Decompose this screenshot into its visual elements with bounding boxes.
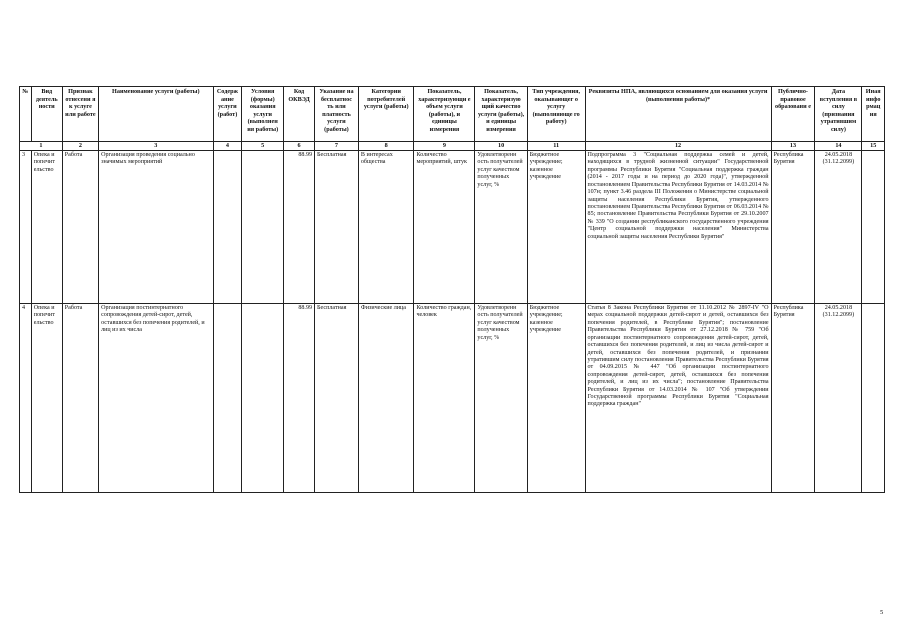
row-legal-acts: Подпрограмма 3 "Социальная поддержка семей и детей, находящихся в трудной жизненной ситуации" Государственной программы Республики Бурятия "Социальная поддержка граждан (2014 - 2017 годы и на период до 2020 года)", утвержденной постановлением Правительства Республики Бурятия от 14.03.2014 № 107н; пункт 3.46 раздела III Положения о Министерстве социальной защиты населения Республики Бурятия, утвержденного постановлением Правительства Республики Бурятия от 06.03.2014 № 85; постановление Правительства Республики Бурятия от 29.10.2007 № 339 "О создании республиканского государственного учреждения "Центр социальной поддержки населения" Министерства социальной защиты населения Республики Бурятия"	[585, 151, 771, 304]
header-activity-type: Вид деятель ности	[31, 87, 62, 142]
header-okved: Код ОКВЭД	[284, 87, 315, 142]
table-header-row	[20, 87, 885, 142]
page-number: 5	[880, 609, 884, 616]
column-number: 7	[315, 142, 359, 151]
row-conditions	[242, 304, 284, 493]
header-institution-type: Тип учреждения, оказывающег о услугу (выполняюще го работу)	[527, 87, 585, 142]
row-volume: Количество граждан, человек	[414, 304, 475, 493]
row-sign: Работа	[62, 151, 98, 304]
row-service-name: Организация постинтернатного сопровождения детей-сирот, детей, оставшихся без попечения родителей, и лиц из их числа	[99, 304, 213, 493]
row-activity: Опека и попечит ельство	[31, 151, 62, 304]
column-number: 2	[62, 142, 98, 151]
column-number: 11	[527, 142, 585, 151]
column-number: 8	[358, 142, 414, 151]
header-effective-date: Дата вступления в силу (признания утратившим силу)	[815, 87, 862, 142]
row-public-entity: Республика Бурятия	[771, 304, 815, 493]
table-row	[20, 304, 885, 493]
column-number: 9	[414, 142, 475, 151]
services-register-table	[19, 86, 885, 493]
header-conditions: Условия (формы) оказания услуги (выполнен ия работы)	[242, 87, 284, 142]
column-number: 10	[475, 142, 527, 151]
header-service-content: Содерж ание услуги (работ)	[213, 87, 242, 142]
header-quality-indicator: Показатель, характеризую щий качество услуги (работы), и единицы измерения	[475, 87, 527, 142]
row-other-info	[862, 151, 885, 304]
table-row	[20, 151, 885, 304]
row-public-entity: Республика Бурятия	[771, 151, 815, 304]
header-public-entity: Публично-правовое образовани е	[771, 87, 815, 142]
row-okved: 88.99	[284, 151, 315, 304]
row-institution-type: Бюджетное учреждение; казенное учреждение	[527, 304, 585, 493]
row-payment: Бесплатная	[315, 151, 359, 304]
row-number: 3	[20, 151, 32, 304]
column-number: 14	[815, 142, 862, 151]
column-number: 4	[213, 142, 242, 151]
row-legal-acts: Статья 8 Закона Республики Бурятия от 11.10.2012 № 2897-IV "О мерах социальной поддержки детей-сирот и детей, оставшихся без попечения родителей, в Республике Бурятия"; постановление Правительства Республики Бурятия от 27.12.2018 № 759 "Об организации постинтернатного сопровождения детей-сирот, детей, оставшихся без попечения родителей, и лиц из числа детей-сирот и детей, оставшихся без попечения родителей, и признании утратившим силу постановления Правительства Республики Бурятия от 04.09.2015 № 447 "Об организации постинтернатного сопровождения детей-сирот, детей, оставшихся без попечения родителей, и лиц из их числа"; постановление Правительства Республики Бурятия от 14.03.2014 № 107 "Об утверждении Государственной программы Республики Бурятия "Социальная поддержка граждан"	[585, 304, 771, 493]
column-number: 3	[99, 142, 213, 151]
row-activity: Опека и попечит ельство	[31, 304, 62, 493]
column-number: 5	[242, 142, 284, 151]
column-number: 1	[20, 142, 63, 151]
row-quality: Удовлетворенн ость получателей услуг качеством полученных услуг, %	[475, 151, 527, 304]
row-content	[213, 304, 242, 493]
row-volume: Количество мероприятий, штук	[414, 151, 475, 304]
column-number: 15	[862, 142, 885, 151]
header-other-info: Иная инфо рмац ия	[862, 87, 885, 142]
row-conditions	[242, 151, 284, 304]
row-other-info	[862, 304, 885, 493]
row-sign: Работа	[62, 304, 98, 493]
header-service-sign: Признак отнесени я к услуге или работе	[62, 87, 98, 142]
header-legal-acts: Реквизиты НПА, являющихся основанием для оказания услуги (выполнения работы)*	[585, 87, 771, 142]
header-consumer-category: Категории потребителей услуги (работы)	[358, 87, 414, 142]
row-category: В интересах общества	[358, 151, 414, 304]
header-number: №	[20, 87, 32, 142]
row-effective-date: 24.05.2018 (31.12.2099)	[815, 304, 862, 493]
header-volume-indicator: Показатель, характеризующи е объем услуги (работы), и единицы измерения	[414, 87, 475, 142]
row-category: Физические лица	[358, 304, 414, 493]
row-effective-date: 24.05.2018 (31.12.2099)	[815, 151, 862, 304]
column-number: 6	[284, 142, 315, 151]
row-quality: Удовлетворенн ость получателей услуг качеством полученных услуг, %	[475, 304, 527, 493]
row-okved: 88.99	[284, 304, 315, 493]
row-institution-type: Бюджетное учреждение; казенное учреждение	[527, 151, 585, 304]
column-numbers-row	[20, 142, 885, 151]
row-number: 4	[20, 304, 32, 493]
row-content	[213, 151, 242, 304]
header-payment: Указание на бесплатнос ть или платность услуги (работы)	[315, 87, 359, 142]
header-service-name: Наименование услуги (работы)	[99, 87, 213, 142]
row-payment: Бесплатная	[315, 304, 359, 493]
column-number: 13	[771, 142, 815, 151]
column-number: 12	[585, 142, 771, 151]
row-service-name: Организация проведения социально значимых мероприятий	[99, 151, 213, 304]
